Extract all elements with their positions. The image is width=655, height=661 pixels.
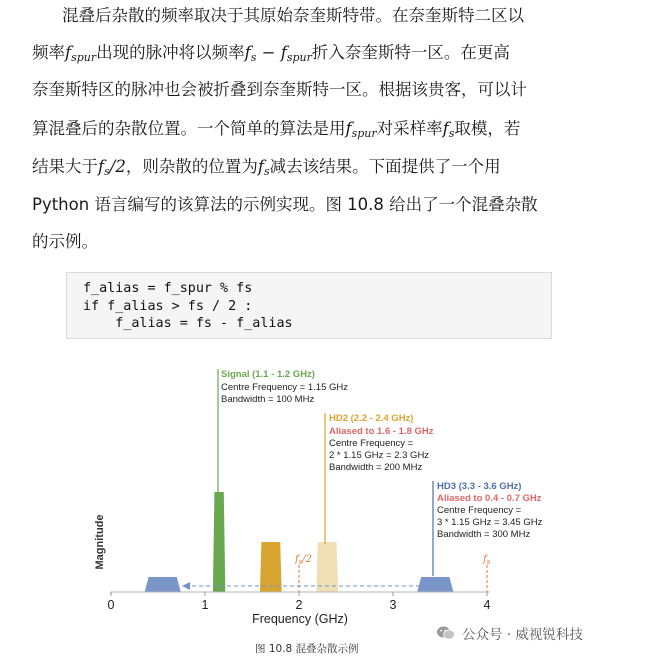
- math-fs-minus-fspur: $f_s - f_{spur}$: [244, 43, 312, 64]
- signal-centre: Centre Frequency = 1.15 GHz: [221, 382, 348, 393]
- y-axis-label: Magnitude: [94, 514, 106, 570]
- math-f-spur-2: $f_{spur}$: [345, 119, 377, 140]
- math-fs-half: $f_s/2$: [98, 157, 126, 178]
- x-tick-label-0: 0: [107, 598, 115, 612]
- para-line-4: 算混叠后的杂散位置。一个简单的算法是用$f_{spur}$对采样率$f_s$取模，若: [32, 119, 521, 140]
- watermark: [436, 623, 583, 643]
- code-line-1: f_alias = f_spur % fs: [83, 281, 253, 296]
- signal-title: Signal (1.1 - 1.2 GHz): [221, 369, 315, 380]
- x-tick-label-3: 3: [389, 598, 397, 612]
- math-fs-2: $f_s$: [257, 157, 270, 178]
- band-hd2-aliased: [260, 542, 282, 592]
- code-line-3: f_alias = fs - f_alias: [83, 316, 293, 331]
- x-tick-label-1: 1: [201, 598, 209, 612]
- marker-label-0: $f_s/2$: [295, 554, 313, 566]
- x-tick-label-2: 2: [295, 598, 303, 612]
- figure-caption: 图 10.8 混叠杂散示例: [255, 643, 359, 655]
- hd3-bandwidth: Bandwidth = 300 MHz: [437, 529, 531, 540]
- hd3-alias: Aliased to 0.4 - 0.7 GHz: [437, 493, 542, 504]
- hd3-title: HD3 (3.3 - 3.6 GHz): [437, 481, 522, 492]
- para-line-5: 结果大于$f_s/2$，则杂散的位置为$f_s$减去该结果。下面提供了一个用: [32, 157, 501, 178]
- watermark-text: 公众号 · 威视锐科技: [462, 627, 583, 643]
- hd2-calc: 2 * 1.15 GHz = 2.3 GHz: [329, 450, 430, 461]
- x-axis-label: Frequency (GHz): [252, 612, 348, 626]
- hd2-alias: Aliased to 1.6 - 1.8 GHz: [329, 426, 434, 437]
- wechat-icon: [436, 625, 456, 641]
- band-hd3-aliased: [145, 577, 181, 592]
- x-tick-label-4: 4: [483, 598, 491, 612]
- code-line-2: if f_alias > fs / 2 :: [83, 298, 253, 314]
- para-line-1: 混叠后杂散的频率取决于其原始奈奎斯特带。在奈奎斯特二区以: [62, 6, 524, 25]
- hd3-centre: Centre Frequency =: [437, 505, 522, 516]
- band-hd2: [316, 542, 338, 592]
- marker-label-1: $f_s$: [483, 554, 491, 566]
- math-f-spur: $f_{spur}$: [65, 43, 97, 64]
- para-line-3: 奈奎斯特区的脉冲也会被折叠到奈奎斯特一区。根据该贵客，可以计: [32, 80, 527, 99]
- band-hd3: [417, 577, 453, 592]
- para-line-6: Python 语言编写的该算法的示例实现。图 10.8 给出了一个混叠杂散: [32, 195, 538, 214]
- band-signal: [213, 492, 225, 592]
- hd2-centre: Centre Frequency =: [329, 438, 414, 449]
- hd2-bandwidth: Bandwidth = 200 MHz: [329, 462, 423, 473]
- math-fs: $f_s$: [442, 119, 455, 140]
- signal-bandwidth: Bandwidth = 100 MHz: [221, 394, 315, 405]
- hd3-calc: 3 * 1.15 GHz = 3.45 GHz: [437, 517, 543, 528]
- para-line-7: 的示例。: [32, 232, 98, 251]
- hd2-title: HD2 (2.2 - 2.4 GHz): [329, 413, 414, 424]
- para-line-2: 频率$f_{spur}$出现的脉冲将以频率$f_s - f_{spur}$折入奈奎斯特一区。在更高: [32, 43, 510, 64]
